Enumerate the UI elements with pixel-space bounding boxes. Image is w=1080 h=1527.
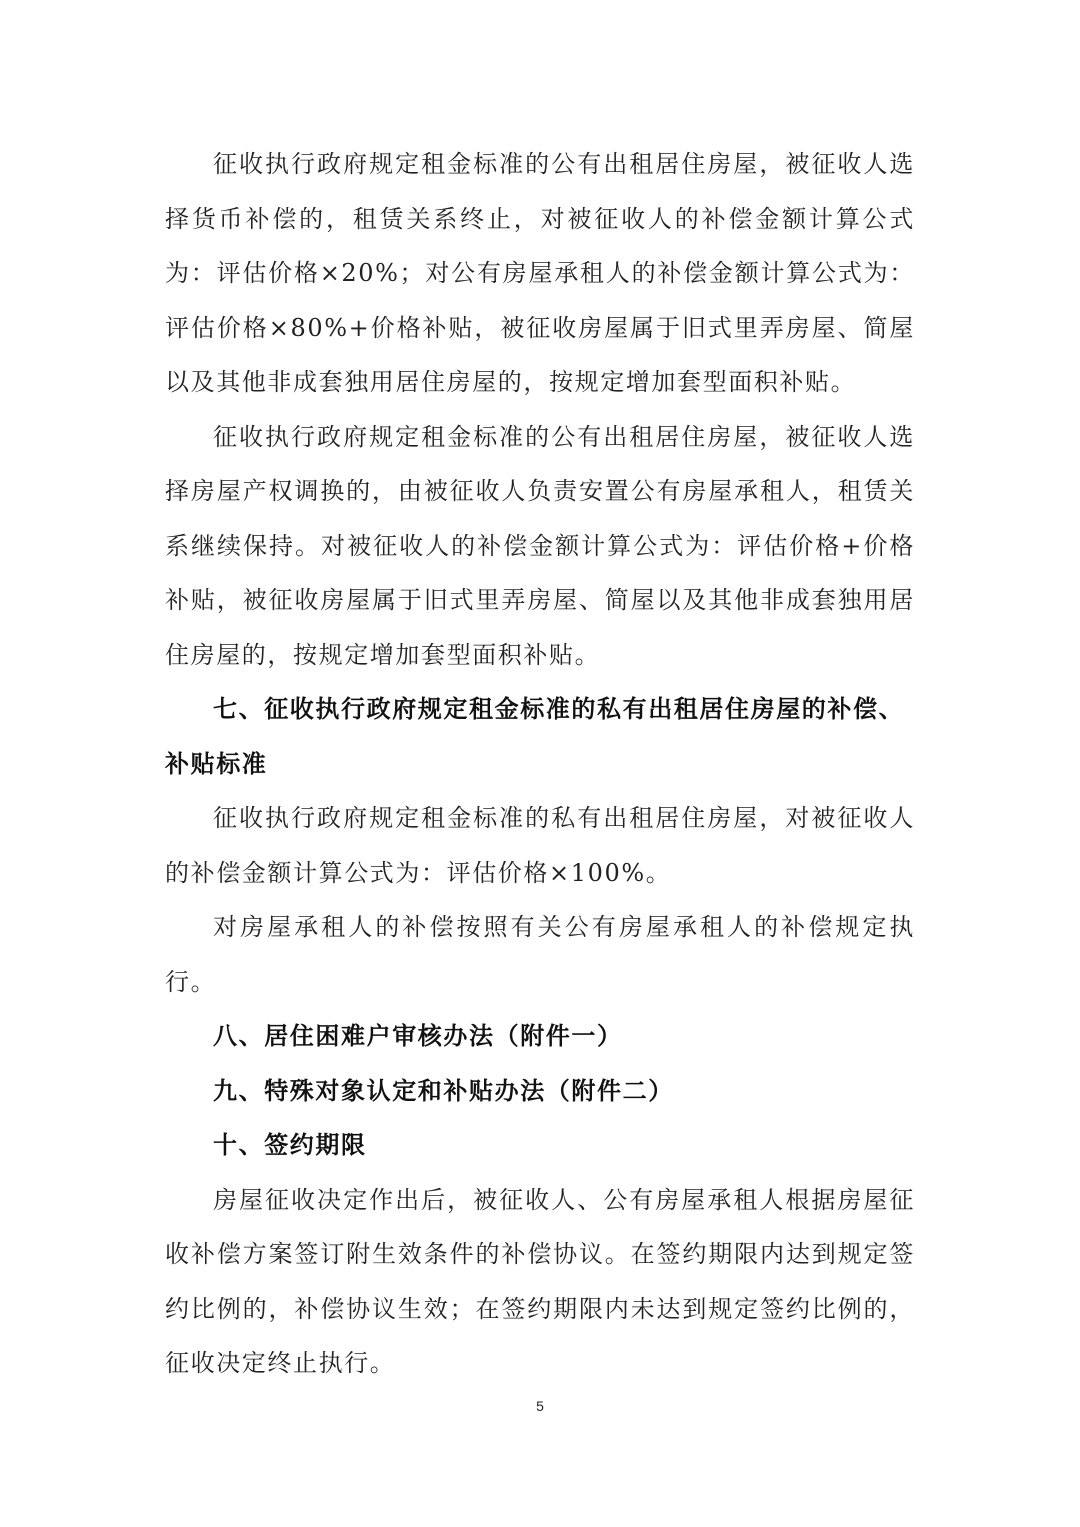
paragraph-private-rental-compensation: 征收执行政府规定租金标准的私有出租居住房屋，对被征收人的补偿金额计算公式为：评估价格×100%。 bbox=[165, 804, 915, 887]
page-number: 5 bbox=[536, 1398, 544, 1414]
document-body bbox=[165, 137, 915, 1391]
heading-section-8: 八、居住困难户审核办法（附件一） bbox=[213, 1022, 623, 1050]
paragraph-public-rental-property-exchange: 征收执行政府规定租金标准的公有出租居住房屋，被征收人选择房屋产权调换的，由被征收人负责安置公有房屋承租人，租赁关系继续保持。对被征收人的补偿金额计算公式为：评估价格+价格补贴，被征收房屋属于旧式里弄房屋、简屋以及其他非成套独用居住房屋的，按规定增加套型面积补贴。 bbox=[165, 422, 915, 669]
heading-section-10: 十、签约期限 bbox=[213, 1131, 367, 1159]
paragraph-public-rental-monetary-compensation: 征收执行政府规定租金标准的公有出租居住房屋，被征收人选择货币补偿的，租赁关系终止，对被征收人的补偿金额计算公式为：评估价格×20%；对公有房屋承租人的补偿金额计算公式为：评估价格×80%+价格补贴，被征收房屋属于旧式里弄房屋、简屋以及其他非成套独用居住房屋的，按规定增加套型面积补贴。 bbox=[165, 150, 915, 396]
paragraph-tenant-compensation: 对房屋承租人的补偿按照有关公有房屋承租人的补偿规定执行。 bbox=[165, 913, 915, 996]
paragraph-signing-period: 房屋征收决定作出后，被征收人、公有房屋承租人根据房屋征收补偿方案签订附生效条件的补偿协议。在签约期限内达到规定签约比例的，补偿协议生效；在签约期限内未达到规定签约比例的，征收决定终止执行。 bbox=[165, 1185, 915, 1377]
heading-section-9: 九、特殊对象认定和补贴办法（附件二） bbox=[213, 1076, 674, 1105]
heading-section-7: 七、征收执行政府规定租金标准的私有出租居住房屋的补偿、补贴标准 bbox=[165, 695, 905, 778]
